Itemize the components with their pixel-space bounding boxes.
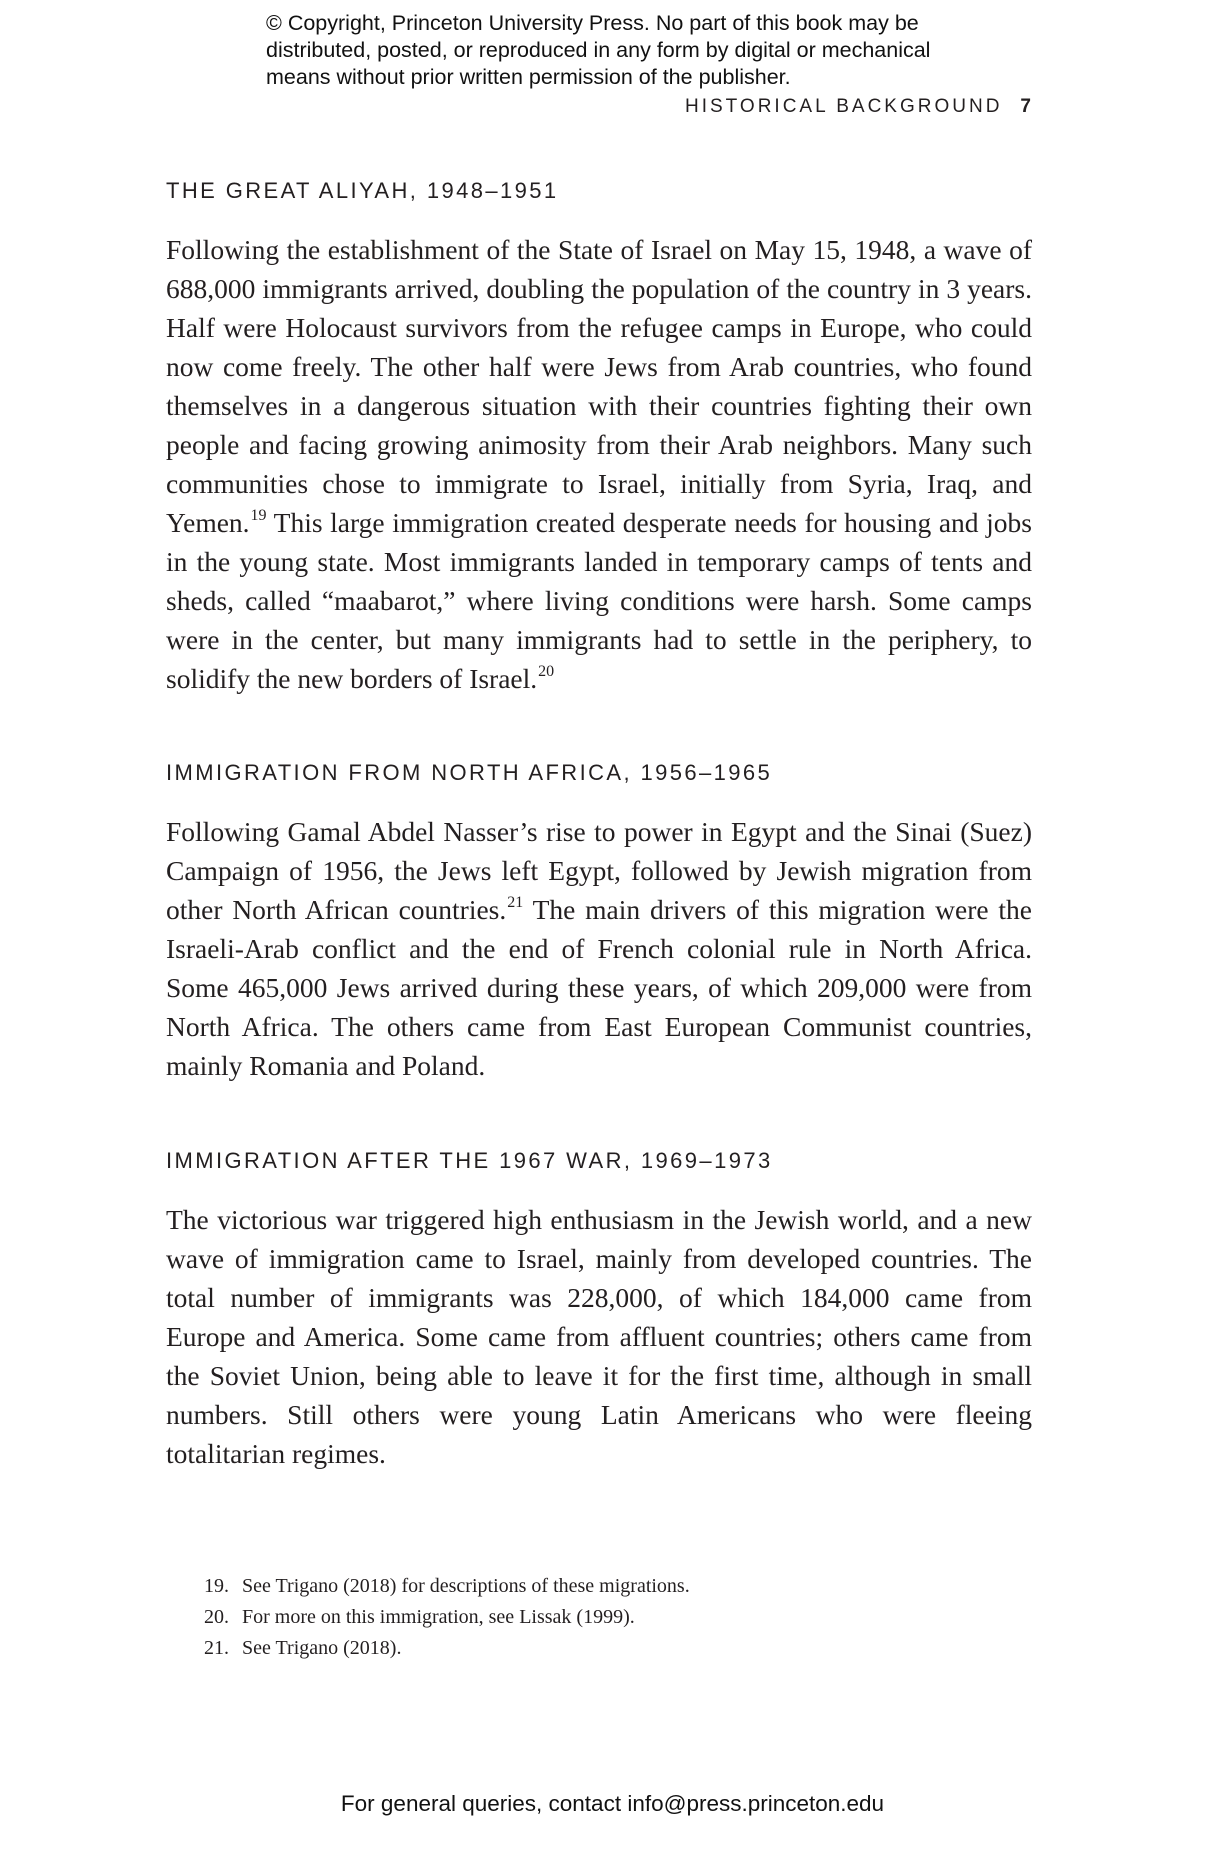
footnote-number: 19. (204, 1575, 229, 1597)
paragraph-text: Following the establishment of the State of Israel on May 15, 1948, a wave of 688,000 immigrants arrived, doubling the population of the country in 3 years. Half were Holocaust survivors from the refugee camps in Europe, who could now come freely. The other half were Jews from Arab countries, who found themselves in a dangerous situation with their countries fighting their own people and facing growing animosity from their Arab neighbors. Many such communities chose to immigrate to Israel, initially from Syria, Iraq, and Yemen. (166, 234, 1032, 538)
copyright-line: distributed, posted, or reproduced in any form by digital or mechanical (266, 38, 931, 62)
paragraph-text: The main drivers of this migration were the Israeli-Arab conflict and the end of French colonial rule in North Africa. Some 465,000 Jews arrived during these years, of which 209,000 were from North Africa. The others came from East European Communist countries, mainly Romania and Poland. (166, 894, 1032, 1081)
footnote-text: See Trigano (2018) for descriptions of these migrations. (242, 1575, 690, 1597)
section-heading: IMMIGRATION AFTER THE 1967 WAR, 1969–1973 (166, 1148, 773, 1173)
note-reference[interactable]: 19 (250, 506, 267, 524)
footnote-number: 21. (204, 1637, 229, 1659)
section-heading: IMMIGRATION FROM NORTH AFRICA, 1956–1965 (166, 760, 773, 785)
paragraph-text: Following Gamal Abdel Nasser’s rise to power in Egypt and the Sinai (Suez) Campaign of 1956, the Jews left Egypt, followed by Jewish migration from other North African countries. (166, 816, 1032, 925)
footnote-text: For more on this immigration, see Lissak (1999). (242, 1606, 635, 1628)
copyright-notice (266, 10, 986, 91)
section-heading: THE GREAT ALIYAH, 1948–1951 (166, 178, 559, 203)
running-head-title: HISTORICAL BACKGROUND (684, 96, 1003, 117)
section-paragraph: The victorious war triggered high enthusiasm in the Jewish world, and a new wave of immigration came to Israel, mainly from developed countries. The total number of immigrants was 228,000, of which 184,000 came from Europe and America. Some came from affluent countries; others came from the Soviet Union, being able to leave it for the first time, although in small numbers. Still others were young Latin Americans who were fleeing totalitarian regimes. (166, 1204, 1032, 1469)
section-great-aliyah (166, 178, 1032, 698)
running-head (685, 96, 1031, 118)
section-north-africa (166, 760, 1032, 1085)
note-reference[interactable]: 20 (538, 662, 555, 680)
footnote-number: 20. (204, 1606, 229, 1628)
section-after-1967-war (166, 1148, 1032, 1473)
section-paragraph (166, 230, 1032, 698)
footnote (204, 1602, 1024, 1633)
section-paragraph (166, 812, 1032, 1085)
footnotes (204, 1571, 1024, 1664)
footnote (204, 1633, 1024, 1664)
footnote (204, 1571, 1024, 1602)
copyright-line: means without prior written permission of the publisher. (266, 65, 791, 89)
footnote-text: See Trigano (2018). (242, 1637, 402, 1659)
copyright-line: © Copyright, Princeton University Press. No part of this book may be (266, 11, 919, 35)
note-reference[interactable]: 21 (507, 893, 524, 911)
page-number: 7 (1020, 96, 1031, 117)
contact-footer: For general queries, contact info@press.princeton.edu (340, 1791, 885, 1816)
paragraph-text: This large immigration created desperate needs for housing and jobs in the young state. Most immigrants landed in temporary camps of tents and sheds, called “maabarot,” where living conditions were harsh. Some camps were in the center, but many immigrants had to settle in the periphery, to solidify the new borders of Israel. (166, 507, 1032, 694)
